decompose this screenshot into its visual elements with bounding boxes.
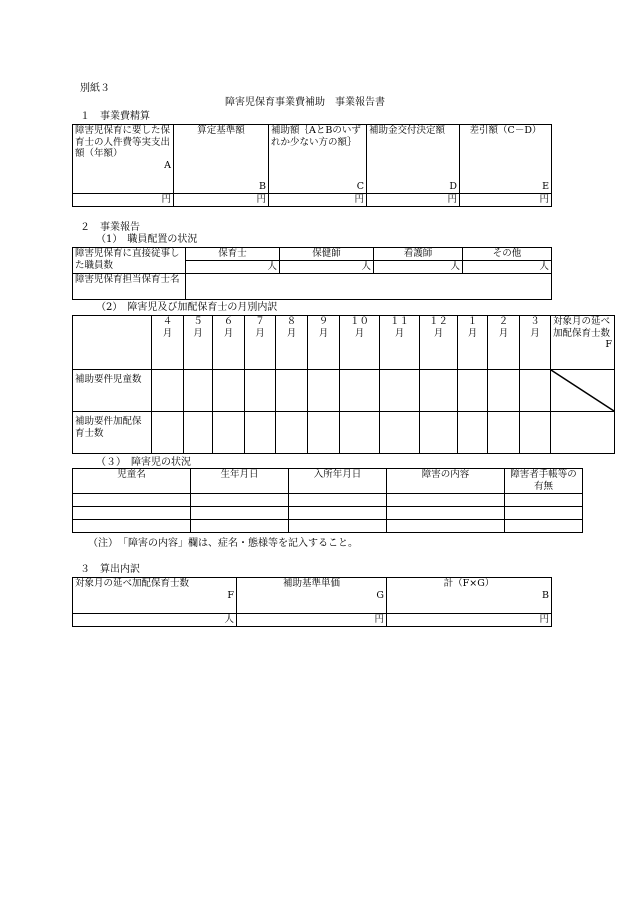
col-admission-date: 入所年月日 bbox=[289, 469, 387, 494]
expense-settlement-table bbox=[72, 124, 552, 207]
unit-person: 人 bbox=[280, 260, 374, 273]
unit-person: 人 bbox=[73, 614, 237, 627]
document-title: 障害児保育事業費補助 事業報告書 bbox=[225, 97, 385, 108]
role-public-health-nurse: 保健師 bbox=[280, 248, 374, 261]
attachment-label: 別紙３ bbox=[80, 83, 110, 94]
teacher-month-cell bbox=[276, 412, 308, 454]
staffing-heading: （1） 職員配置の状況 bbox=[96, 234, 198, 245]
month-header: ６ 月 bbox=[213, 316, 245, 370]
children-month-cell bbox=[276, 370, 308, 412]
teacher-name-field bbox=[186, 273, 552, 299]
unit-yen: 円 bbox=[237, 614, 387, 627]
month-header: １２ 月 bbox=[420, 316, 458, 370]
teacher-month-cell bbox=[152, 412, 184, 454]
blank-corner bbox=[73, 316, 152, 370]
teacher-month-cell bbox=[184, 412, 213, 454]
total-header: 対象月の延べ加配保育士数 F bbox=[551, 316, 615, 370]
col-unit-price: 補助基準単価 G bbox=[237, 578, 387, 614]
teacher-month-cell bbox=[245, 412, 276, 454]
total-teacher-cell bbox=[551, 412, 615, 454]
children-month-cell bbox=[458, 370, 488, 412]
month-header: ２ 月 bbox=[488, 316, 520, 370]
teacher-month-cell bbox=[308, 412, 340, 454]
unit-yen: 円 bbox=[174, 193, 269, 206]
children-month-cell bbox=[340, 370, 380, 412]
role-nursery-teacher: 保育士 bbox=[186, 248, 280, 261]
teacher-month-cell bbox=[458, 412, 488, 454]
unit-yen: 円 bbox=[460, 193, 552, 206]
staff-count-label: 障害児保育に直接従事した職員数 bbox=[73, 248, 186, 274]
month-header: １０ 月 bbox=[340, 316, 380, 370]
children-status-table bbox=[72, 468, 583, 533]
month-header: ５ 月 bbox=[184, 316, 213, 370]
month-header: ９ 月 bbox=[308, 316, 340, 370]
col-birth-date: 生年月日 bbox=[191, 469, 289, 494]
children-month-cell bbox=[184, 370, 213, 412]
children-status-heading: （３） 障害児の状況 bbox=[96, 457, 191, 468]
month-header: １１ 月 bbox=[380, 316, 420, 370]
teacher-month-cell bbox=[380, 412, 420, 454]
children-month-cell bbox=[488, 370, 520, 412]
section2-heading: ２ 事業報告 bbox=[80, 222, 140, 233]
month-header: ４ 月 bbox=[152, 316, 184, 370]
col-child-name: 児童名 bbox=[73, 469, 191, 494]
teacher-name-label: 障害児保育担当保育士名 bbox=[73, 273, 186, 299]
col-handbook: 障害者手帳等の有無 bbox=[505, 469, 583, 494]
section3-heading: ３ 算出内訳 bbox=[80, 564, 140, 575]
children-month-cell bbox=[308, 370, 340, 412]
month-header: ８ 月 bbox=[276, 316, 308, 370]
col-total-calc: 計（F×G） B bbox=[387, 578, 552, 614]
diagonal-cell bbox=[551, 370, 615, 412]
teacher-count-label: 補助要件加配保育士数 bbox=[73, 412, 152, 454]
col-decided-amount: 補助金交付決定額 D bbox=[367, 125, 460, 194]
section1-heading: １ 事業費精算 bbox=[80, 111, 150, 122]
month-header: ３ 月 bbox=[520, 316, 551, 370]
children-count-label: 補助要件児童数 bbox=[73, 370, 152, 412]
col-subsidy-amount: 補助額｛AとBのいずれか少ない方の額｝ C bbox=[269, 125, 367, 194]
teacher-month-cell bbox=[340, 412, 380, 454]
month-header: １ 月 bbox=[458, 316, 488, 370]
teacher-month-cell bbox=[213, 412, 245, 454]
col-total-teachers: 対象月の延べ加配保育士数 F bbox=[73, 578, 237, 614]
children-month-cell bbox=[420, 370, 458, 412]
col-difference: 差引額（C－D） E bbox=[460, 125, 552, 194]
role-nurse: 看護師 bbox=[374, 248, 463, 261]
children-month-cell bbox=[380, 370, 420, 412]
role-other: その他 bbox=[463, 248, 552, 261]
col-disability: 障害の内容 bbox=[387, 469, 505, 494]
unit-person: 人 bbox=[463, 260, 552, 273]
children-month-cell bbox=[520, 370, 551, 412]
children-month-cell bbox=[245, 370, 276, 412]
staffing-table bbox=[72, 247, 552, 300]
unit-person: 人 bbox=[374, 260, 463, 273]
unit-yen: 円 bbox=[367, 193, 460, 206]
calculation-table bbox=[72, 577, 552, 627]
monthly-breakdown-heading: （2） 障害児及び加配保育士の月別内訳 bbox=[96, 302, 278, 313]
unit-yen: 円 bbox=[73, 193, 174, 206]
teacher-month-cell bbox=[488, 412, 520, 454]
unit-yen: 円 bbox=[387, 614, 552, 627]
teacher-month-cell bbox=[520, 412, 551, 454]
teacher-month-cell bbox=[420, 412, 458, 454]
children-month-cell bbox=[213, 370, 245, 412]
month-header: ７ 月 bbox=[245, 316, 276, 370]
col-base-amount: 算定基準額 B bbox=[174, 125, 269, 194]
unit-yen: 円 bbox=[269, 193, 367, 206]
col-actual-expense: 障害児保育に要した保育士の人件費等実支出額（年額） A bbox=[73, 125, 174, 194]
note-text: （注） 「障害の内容」欄は、症名・態様等を記入すること。 bbox=[88, 538, 358, 549]
unit-person: 人 bbox=[186, 260, 280, 273]
children-month-cell bbox=[152, 370, 184, 412]
monthly-breakdown-table bbox=[72, 315, 615, 454]
